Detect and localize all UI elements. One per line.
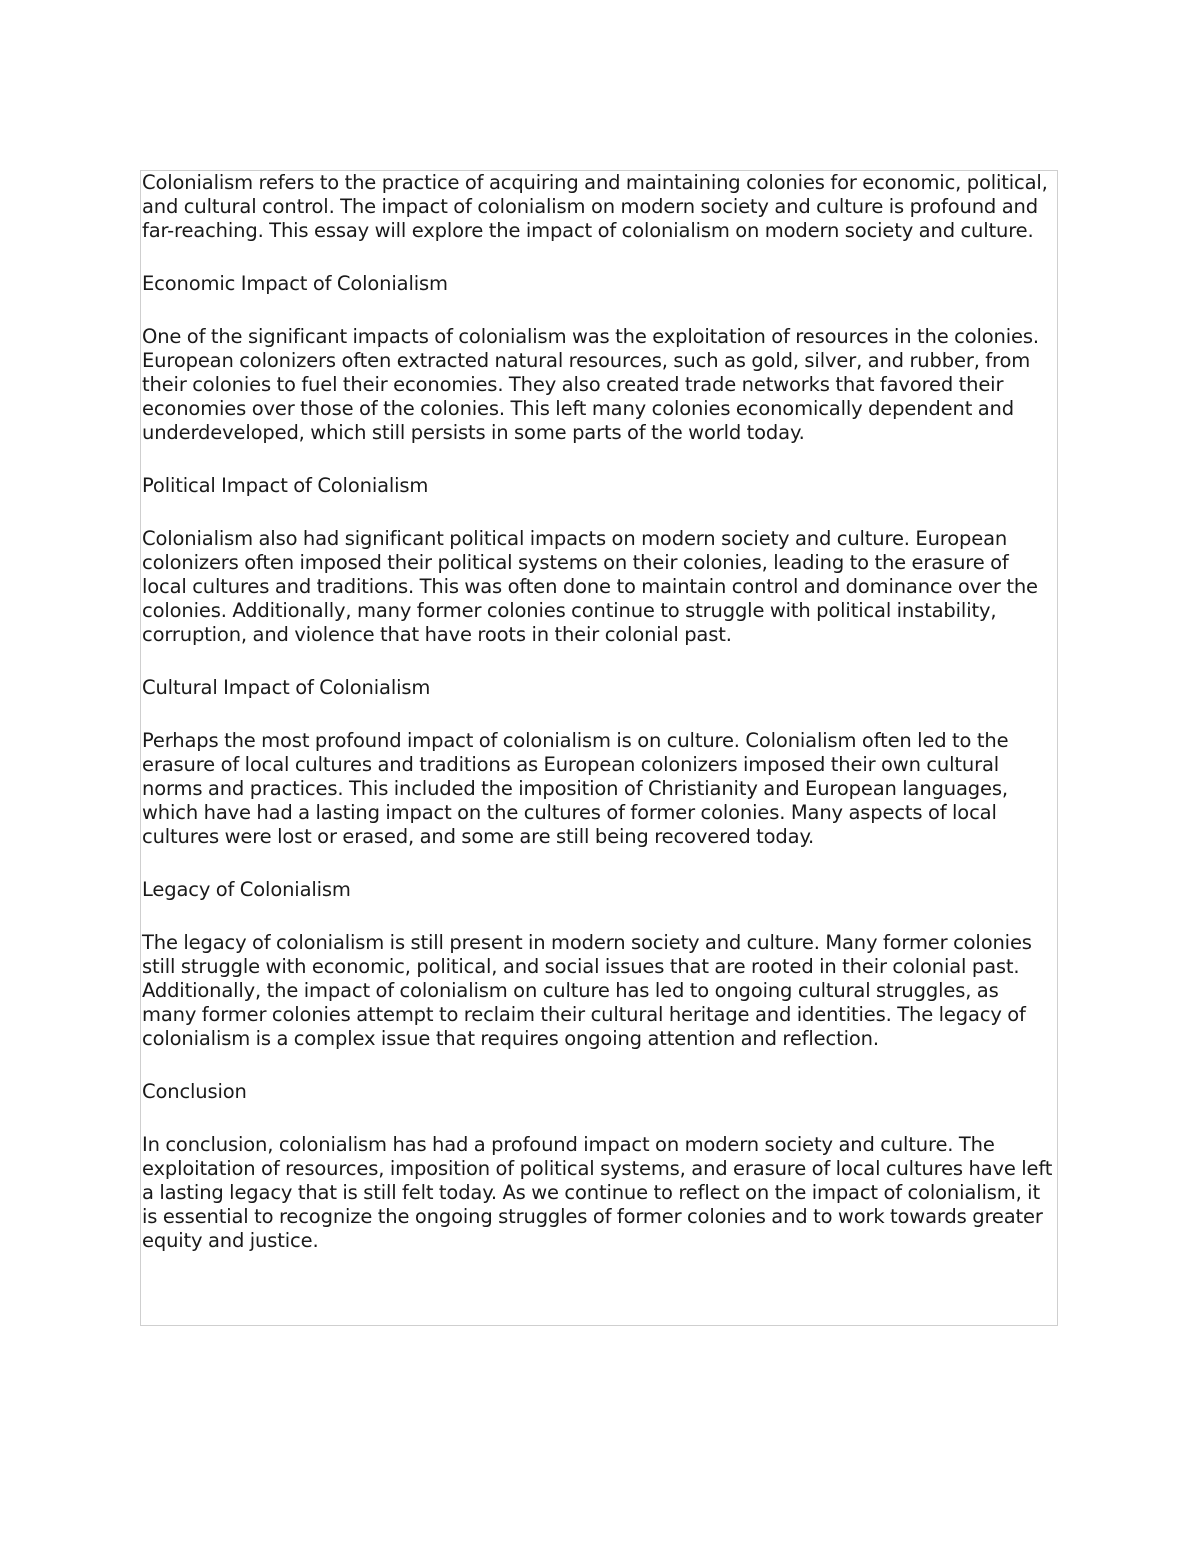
section-paragraph-conclusion: In conclusion, colonialism has had a profound impact on modern society and culture. The exploitation of resources, imposition of political systems, and erasure of local cultures have left a lasting legacy that is still felt today. As we continue to reflect on the impact of colonialism, it is essential to recognize the ongoing struggles of former colonies and to work towards greater equity and justice. xyxy=(142,1133,1053,1252)
section-paragraph-economic: One of the significant impacts of colonialism was the exploitation of resources in the colonies. European colonizers often extracted natural resources, such as gold, silver, and rubber, from their colonies to fuel their economies. They also created trade networks that favored their economies over those of the colonies. This left many colonies economically dependent and underdeveloped, which still persists in some parts of the world today. xyxy=(142,325,1039,444)
document-body xyxy=(140,170,1058,1326)
section-paragraph-legacy: The legacy of colonialism is still present in modern society and culture. Many former colonies still struggle with economic, political, and social issues that are rooted in their colonial past. Additionally, the impact of colonialism on culture has led to ongoing cultural struggles, as many former colonies attempt to reclaim their cultural heritage and identities. The legacy of colonialism is a complex issue that requires ongoing attention and reflection. xyxy=(142,931,1032,1050)
section-paragraph-cultural: Perhaps the most profound impact of colonialism is on culture. Colonialism often led to the erasure of local cultures and traditions as European colonizers imposed their own cultural norms and practices. This included the imposition of Christianity and European languages, which have had a lasting impact on the cultures of former colonies. Many aspects of local cultures were lost or erased, and some are still being recovered today. xyxy=(142,729,1009,848)
section-heading-political: Political Impact of Colonialism xyxy=(142,474,429,497)
section-heading-cultural: Cultural Impact of Colonialism xyxy=(142,676,431,699)
spacer xyxy=(142,1104,1057,1133)
section-paragraph-political: Colonialism also had significant political impacts on modern society and culture. European colonizers often imposed their political systems on their colonies, leading to the erasure of local cultures and traditions. This was often done to maintain control and dominance over the colonies. Additionally, many former colonies continue to struggle with political instability, corruption, and violence that have roots in their colonial past. xyxy=(142,527,1038,646)
section-heading-conclusion: Conclusion xyxy=(142,1080,247,1103)
spacer xyxy=(142,498,1057,527)
spacer xyxy=(142,243,1057,272)
intro-paragraph: Colonialism refers to the practice of acquiring and maintaining colonies for economic, political, and cultural control. The impact of colonialism on modern society and culture is profound and far-reaching. This essay will explore the impact of colonialism on modern society and culture. xyxy=(142,171,1048,242)
section-heading-legacy: Legacy of Colonialism xyxy=(142,878,351,901)
spacer xyxy=(142,849,1057,878)
spacer xyxy=(142,445,1057,474)
spacer xyxy=(142,296,1057,325)
section-heading-economic: Economic Impact of Colonialism xyxy=(142,272,448,295)
spacer xyxy=(142,647,1057,676)
spacer xyxy=(142,1051,1057,1080)
spacer xyxy=(142,700,1057,729)
spacer xyxy=(142,902,1057,931)
